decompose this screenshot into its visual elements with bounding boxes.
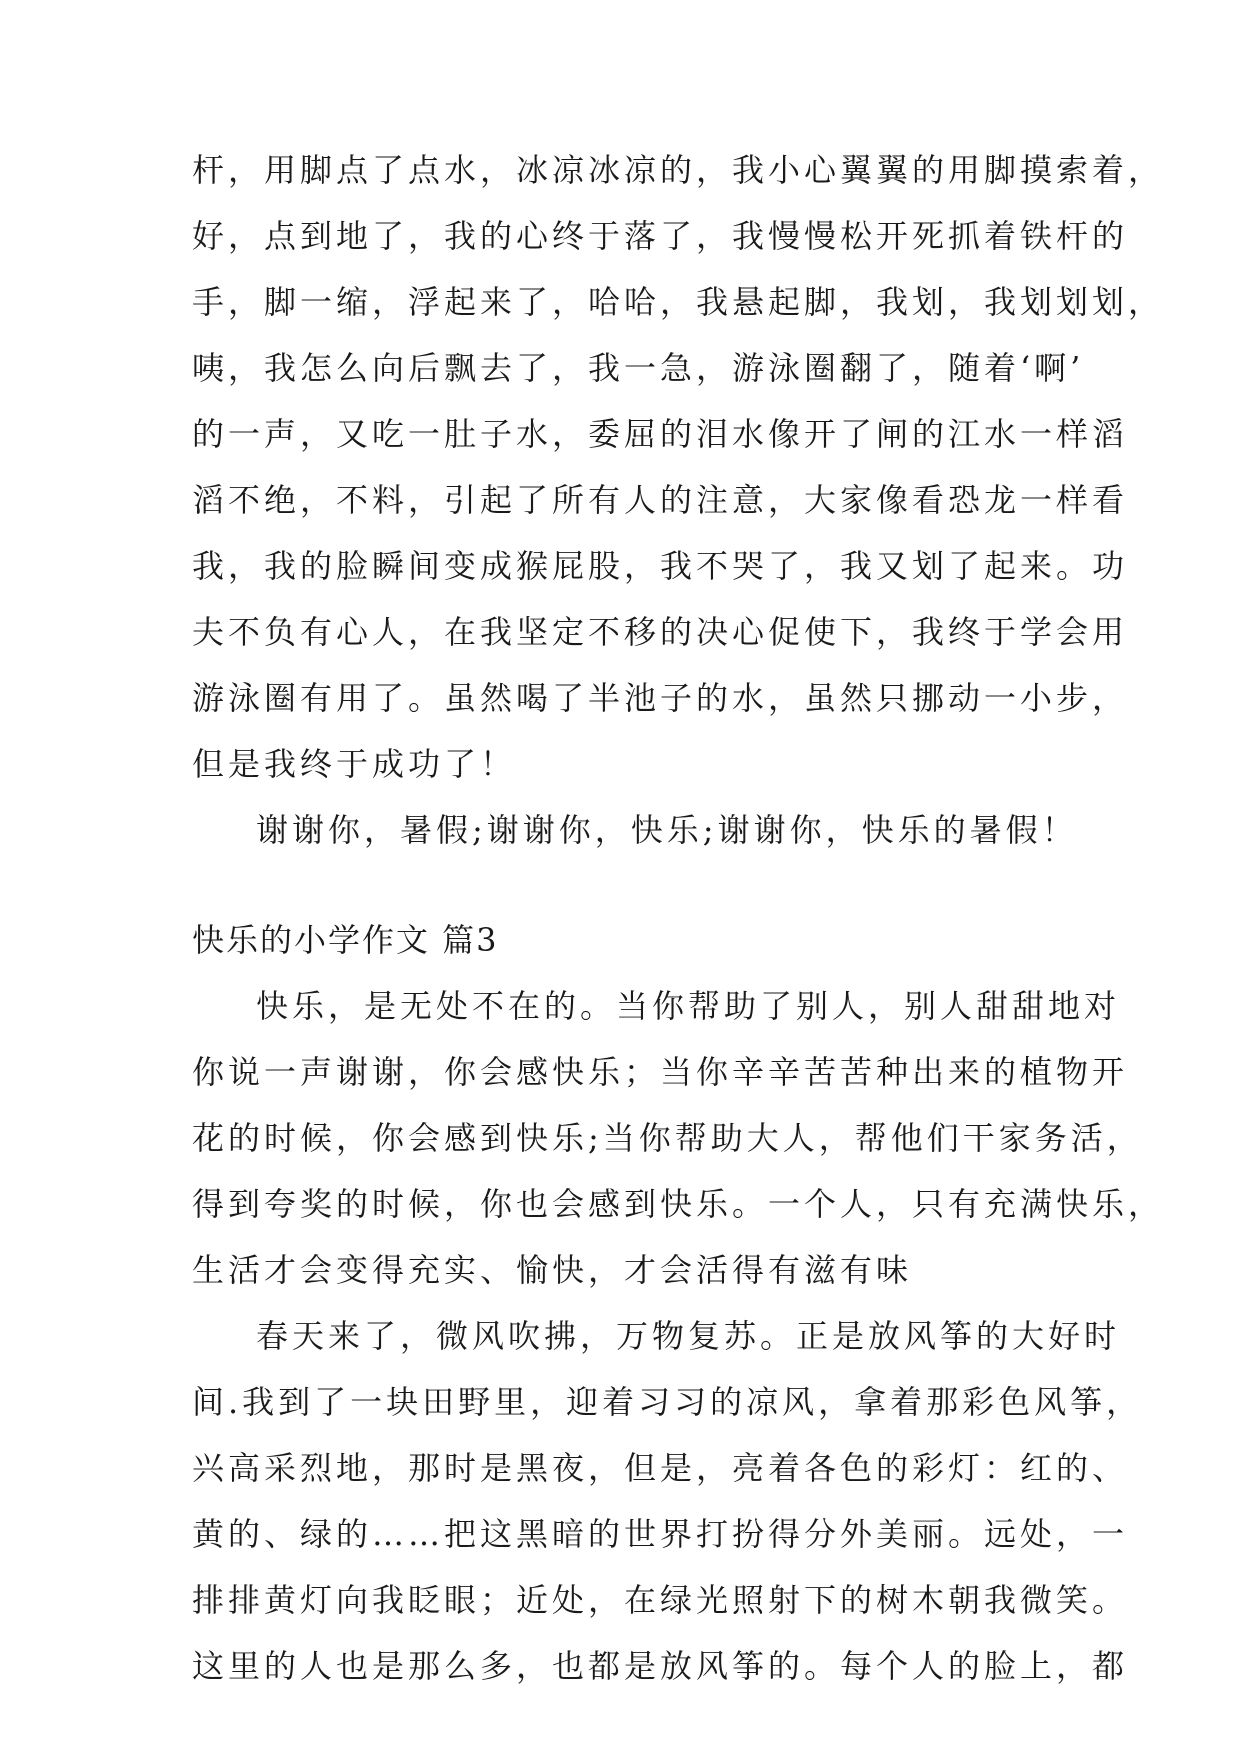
text-line: 得到夸奖的时候，你也会感到快乐。一个人，只有充满快乐，: [192, 1185, 1165, 1223]
text-line: 你说一声谢谢，你会感快乐；当你辛辛苦苦种出来的植物开: [192, 1053, 1129, 1091]
text-line: 兴高采烈地，那时是黑夜，但是，亮着各色的彩灯：红的、: [192, 1449, 1129, 1487]
text-line: 排排黄灯向我眨眼；近处，在绿光照射下的树木朝我微笑。: [192, 1581, 1129, 1619]
text-line: 我，我的脸瞬间变成猴屁股，我不哭了，我又划了起来。功: [192, 547, 1129, 585]
text-line: 快乐，是无处不在的。当你帮助了别人，别人甜甜地对: [256, 987, 1121, 1025]
text-line: 春天来了，微风吹拂，万物复苏。正是放风筝的大好时: [256, 1317, 1121, 1355]
text-line: 咦，我怎么向后飘去了，我一急，游泳圈翻了，随着‘啊’: [192, 349, 1085, 387]
text-line: 间.我到了一块田野里，迎着习习的凉风，拿着那彩色风筝，: [192, 1383, 1143, 1421]
text-line: 滔不绝，不料，引起了所有人的注意，大家像看恐龙一样看: [192, 481, 1129, 519]
closing-line: 谢谢你，暑假;谢谢你，快乐;谢谢你，快乐的暑假！: [256, 811, 1078, 849]
text-line: 花的时候，你会感到快乐;当你帮助大人，帮他们干家务活，: [192, 1119, 1143, 1157]
text-line: 这里的人也是那么多，也都是放风筝的。每个人的脸上，都: [192, 1647, 1129, 1685]
text-line: 杆，用脚点了点水，冰凉冰凉的，我小心翼翼的用脚摸索着，: [192, 151, 1165, 189]
text-line: 但是我终于成功了！: [192, 745, 517, 783]
text-line: 黄的、绿的……把这黑暗的世界打扮得分外美丽。远处，一: [192, 1515, 1129, 1553]
section-heading: 快乐的小学作文 篇3: [192, 921, 499, 959]
text-line: 游泳圈有用了。虽然喝了半池子的水，虽然只挪动一小步，: [192, 679, 1129, 717]
text-line: 生活才会变得充实、愉快，才会活得有滋有味: [192, 1251, 913, 1289]
text-line: 的一声，又吃一肚子水，委屈的泪水像开了闸的江水一样滔: [192, 415, 1129, 453]
text-line: 夫不负有心人，在我坚定不移的决心促使下，我终于学会用: [192, 613, 1129, 651]
text-line: 好，点到地了，我的心终于落了，我慢慢松开死抓着铁杆的: [192, 217, 1129, 255]
text-line: 手，脚一缩，浮起来了，哈哈，我悬起脚，我划，我划划划，: [192, 283, 1165, 321]
